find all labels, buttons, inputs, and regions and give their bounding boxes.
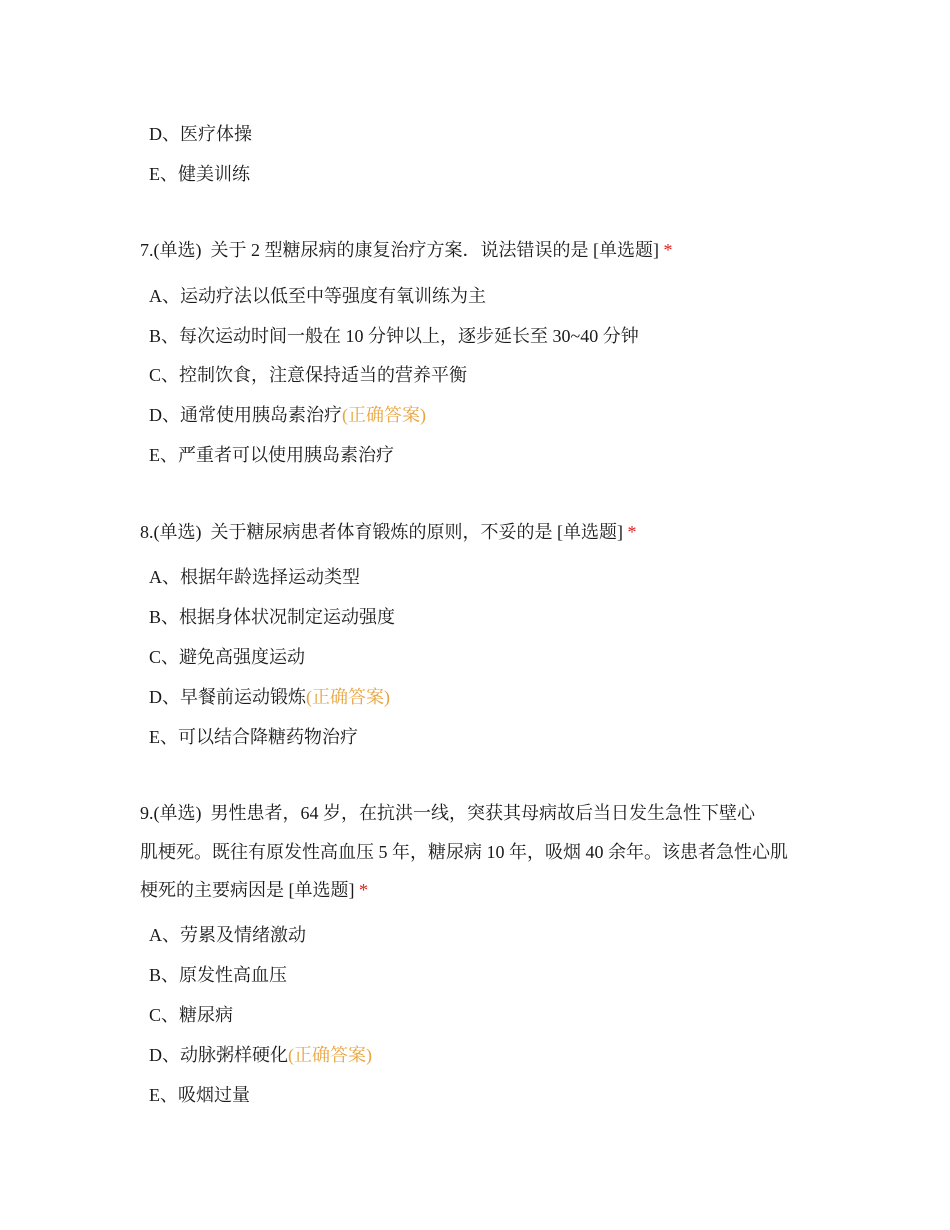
question-tag: [单选题] [288,880,355,900]
question-tag: [单选题] [557,522,623,542]
option-letter: A、 [149,925,180,945]
option-text: 每次运动时间一般在 10 分钟以上，逐步延长至 30~40 分钟 [179,326,639,346]
q8-option-c [149,645,305,669]
option-letter: D、 [149,124,180,144]
q8-option-e [149,725,358,749]
option-letter: E、 [149,164,178,184]
option-text: 避免高强度运动 [179,647,306,667]
q9-title-line-1 [140,801,755,825]
q9-title-line-3 [140,878,368,902]
question-number: 9. [140,803,154,823]
option-letter: B、 [149,965,180,985]
option-letter: D、 [149,687,180,707]
option-text: 原发性高血压 [179,965,288,985]
question-type: (单选) [153,240,202,260]
option-letter: E、 [149,1085,178,1105]
option-text: 控制饮食，注意保持适当的营养平衡 [179,365,468,385]
option-letter: A、 [149,567,180,587]
option-text: 健美训练 [178,164,250,184]
q7-option-c [149,363,467,387]
q9-option-b [149,963,287,987]
required-star: * [663,240,673,260]
q7-option-a [149,284,486,308]
required-star: * [359,880,368,900]
option-letter: D、 [149,405,180,425]
option-text: 动脉粥样硬化 [180,1045,288,1065]
option-letter: B、 [149,607,180,627]
option-text: 通常使用胰岛素治疗 [180,405,342,425]
q9-option-c [149,1003,233,1027]
required-star: * [627,522,637,542]
q7-option-e [149,443,394,467]
q7-option-b [149,324,639,348]
correct-answer-mark: (正确答案) [288,1045,372,1065]
option-text: 运动疗法以低至中等强度有氧训练为主 [180,286,486,306]
option-text: 糖尿病 [179,1005,234,1025]
option-text: 吸烟过量 [178,1085,250,1105]
q7-option-d [149,403,426,427]
q6-option-d [149,122,252,146]
q9-title-line-2 [140,840,788,864]
option-text: 医疗体操 [180,124,252,144]
option-letter: A、 [149,286,180,306]
question-type: (单选) [153,522,202,542]
option-text: 可以结合降糖药物治疗 [178,727,358,747]
option-letter: E、 [149,445,178,465]
q9-option-e [149,1083,250,1107]
q7-title [140,238,673,262]
option-letter: C、 [149,1005,180,1025]
question-text: 关于糖尿病患者体育锻炼的原则，不妥的是 [210,522,553,542]
correct-answer-mark: (正确答案) [306,687,390,707]
option-letter: D、 [149,1045,180,1065]
q6-option-e [149,162,250,186]
question-text: 梗死的主要病因是 [140,880,284,900]
option-letter: C、 [149,647,180,667]
correct-answer-mark: (正确答案) [342,405,426,425]
q8-title [140,520,637,544]
q8-option-d [149,685,390,709]
question-number: 7. [140,240,154,260]
option-text: 根据身体状况制定运动强度 [179,607,396,627]
option-text: 根据年龄选择运动类型 [180,567,360,587]
q8-option-b [149,605,395,629]
question-text: 肌梗死。既往有原发性高血压 5 年，糖尿病 10 年，吸烟 40 余年。该患者急性心肌 [140,842,788,862]
option-text: 严重者可以使用胰岛素治疗 [178,445,394,465]
option-letter: E、 [149,727,178,747]
question-number: 8. [140,522,154,542]
option-text: 早餐前运动锻炼 [180,687,306,707]
option-letter: B、 [149,326,180,346]
q9-option-d [149,1043,372,1067]
q8-option-a [149,565,360,589]
question-text: 关于 2 型糖尿病的康复治疗方案．说法错误的是 [210,240,589,260]
question-type: (单选) [153,803,202,823]
question-tag: [单选题] [593,240,659,260]
option-text: 劳累及情绪激动 [180,925,306,945]
option-letter: C、 [149,365,180,385]
q9-option-a [149,923,306,947]
question-text: 男性患者，64 岁，在抗洪一线，突获其母病故后当日发生急性下壁心 [210,803,755,823]
